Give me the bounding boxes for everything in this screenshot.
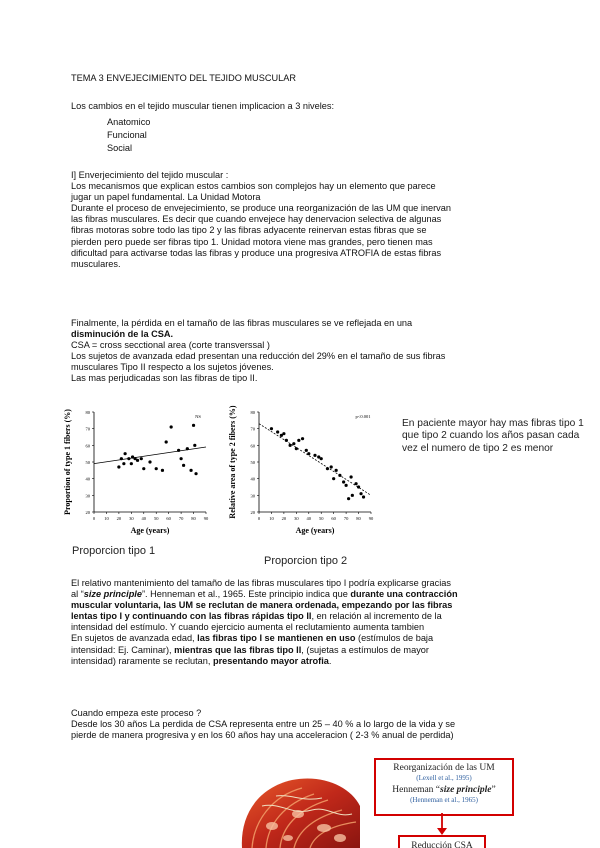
data-point — [161, 469, 164, 472]
data-point — [292, 442, 295, 445]
x-tick-label: 60 — [331, 516, 336, 521]
data-point — [194, 472, 197, 475]
section-3-line: El relativo mantenimiento del tamaño de las fibras musculares tipo I podría explicarse gracias — [71, 578, 451, 588]
data-point — [117, 465, 120, 468]
data-point — [276, 430, 279, 433]
y-axis-label: Relative area of type 2 fibers (%) — [228, 405, 237, 519]
x-tick-label: 50 — [153, 516, 159, 521]
data-point — [282, 432, 285, 435]
section-1-line: I] Enverjecimiento del tejido muscular : — [71, 170, 229, 180]
data-point — [270, 427, 273, 430]
level-item: Social — [107, 143, 133, 153]
section-4-line: Cuando empeza este proceso ? — [71, 708, 202, 718]
data-point — [177, 449, 180, 452]
data-point — [326, 467, 329, 470]
flowchart-citation: (Lexell et al., 1995) — [416, 774, 472, 782]
data-point — [127, 457, 130, 460]
x-tick-label: 90 — [368, 516, 374, 521]
section-4-line: Desde los 30 años La perdida de CSA representa entre un 25 – 40 % a lo largo de la vida y se — [71, 719, 456, 730]
x-tick-label: 90 — [203, 516, 209, 521]
trend-line — [259, 424, 371, 496]
data-point — [120, 457, 123, 460]
data-point — [313, 454, 316, 457]
data-point — [148, 460, 151, 463]
data-point — [182, 464, 185, 467]
data-point — [335, 469, 338, 472]
y-tick-label: 80 — [250, 410, 255, 415]
data-point — [330, 465, 333, 468]
significance-annotation: p<0.001 — [355, 414, 371, 419]
x-axis-label: Age (years) — [295, 526, 335, 535]
y-tick-label: 50 — [250, 460, 255, 465]
data-point — [170, 425, 173, 428]
y-tick-label: 30 — [250, 493, 255, 499]
section-2-line: Finalmente, la pérdida en el tamaño de las fibras musculares se ve reflejada en una — [71, 318, 413, 328]
data-point — [305, 449, 308, 452]
data-point — [342, 480, 345, 483]
data-point — [285, 439, 288, 442]
section-3-line: al “size principle”. Henneman et al., 1965. Este principio indica que durante una contracción — [71, 589, 458, 600]
significance-annotation: NS — [195, 414, 201, 419]
data-point — [193, 444, 196, 447]
x-axis-label: Age (years) — [130, 526, 170, 535]
data-point — [359, 492, 362, 495]
data-point — [349, 475, 352, 478]
data-point — [351, 494, 354, 497]
section-3-line: En sujetos de avanzada edad, las fibras tipo I se mantienen en uso (estímulos de baja — [71, 633, 434, 644]
flowchart-citation: (Henneman et al., 1965) — [410, 796, 478, 804]
x-tick-label: 80 — [191, 516, 196, 521]
level-item: Anatomico — [107, 117, 151, 127]
y-tick-label: 80 — [85, 410, 90, 415]
section-3 — [71, 578, 551, 667]
x-tick-label: 40 — [141, 516, 147, 521]
section-1-line: dificultad para activarse todas las fibras y produce una progresiva ATROFIA de estas fibras — [71, 247, 442, 258]
y-tick-label: 70 — [85, 426, 90, 432]
data-point — [136, 459, 139, 462]
section-3-line: muscular voluntaria, las UM se reclutan de manera ordenada, empezando por las fibras — [71, 600, 453, 611]
data-point — [362, 495, 365, 498]
section-2-line: CSA = cross secctional area (corte transverssal ) — [71, 340, 270, 351]
section-1-line: Los mecanismos que explican estos cambios son complejos hay un elemento que parece — [71, 181, 436, 192]
data-point — [192, 424, 195, 427]
data-point — [297, 439, 300, 442]
section-1-line: fibras motoras sobre todo las tipo 2 y las fibras adyacente reinervan estas fibras que se — [71, 225, 427, 236]
flowchart-box-reorganization: Reorganización de las UM (Lexell et al., 1995) Henneman “size principle” (Henneman et al., 1965) — [374, 758, 514, 816]
section-2-line: musculares Tipo II respecto a los sujetos jóvenes. — [71, 362, 274, 373]
data-point — [357, 485, 360, 488]
data-point — [338, 474, 341, 477]
section-2-line: Las mas perjudicadas son las fibras de tipo II. — [71, 373, 258, 384]
x-tick-label: 30 — [129, 516, 134, 521]
section-1-line: musculares. — [71, 258, 121, 269]
data-point — [189, 469, 192, 472]
data-point — [155, 467, 158, 470]
x-tick-label: 30 — [294, 516, 299, 521]
y-tick-label: 60 — [85, 443, 90, 449]
y-tick-label: 40 — [250, 476, 255, 482]
y-tick-label: 20 — [85, 510, 90, 515]
section-1-line: las fibras musculares. Es decir que cuando envejece hay denervacion selectiva de algunas — [71, 214, 442, 225]
y-tick-label: 30 — [85, 493, 90, 499]
data-point — [186, 447, 189, 450]
side-note: En paciente mayor hay mas fibras tipo 1 que tipo 2 cuando los años pasan cada vez el numero de tipo 2 es menor — [402, 418, 584, 454]
x-tick-label: 20 — [281, 516, 287, 521]
data-point — [140, 457, 143, 460]
section-3-line: intensidad) raramente se reclutan, presentando mayor atrofia. — [71, 655, 332, 666]
x-tick-label: 50 — [318, 516, 324, 521]
data-point — [142, 467, 145, 470]
data-point — [354, 482, 357, 485]
page-title: TEMA 3 ENVEJECIMIENTO DEL TEJIDO MUSCULAR — [71, 73, 296, 83]
data-point — [307, 452, 310, 455]
section-4-line: pierde de manera progresiva y en los 60 años hay una acceleracion ( 2-3 % anual de perdida) — [71, 730, 454, 741]
csa-bold-text: disminución de la CSA. — [71, 329, 174, 340]
y-tick-label: 50 — [85, 460, 90, 465]
type1-fiber-scatter-chart — [60, 400, 220, 548]
flowchart-arrow-icon — [432, 813, 452, 837]
chart1-caption: Proporcion tipo 1 — [72, 545, 156, 557]
x-tick-label: 20 — [116, 516, 122, 521]
section-2-line — [71, 329, 541, 340]
data-point — [332, 477, 335, 480]
level-item: Funcional — [107, 130, 147, 140]
section-2 — [71, 318, 541, 385]
y-tick-label: 70 — [250, 426, 255, 432]
x-tick-label: 60 — [166, 516, 171, 521]
section-1-line: Durante el proceso de envejecimiento, se produce una reorganización de las UM que inervan — [71, 203, 451, 214]
y-tick-label: 60 — [250, 443, 255, 449]
x-tick-label: 70 — [178, 516, 184, 521]
data-point — [295, 447, 298, 450]
x-tick-label: 10 — [104, 516, 109, 521]
data-point — [345, 484, 348, 487]
flowchart-text: Reorganización de las UM — [393, 763, 495, 773]
x-tick-label: 0 — [92, 516, 96, 521]
section-3-line: intensidad: Ej. Caminar), mientras que las fibras tipo II, (sujetas a estímulos de mayor — [71, 644, 429, 655]
section-1-line: jugar un papel fundamental. La Unidad Motora — [71, 192, 261, 203]
type2-fiber-scatter-chart — [225, 400, 385, 548]
intro-line: Los cambios en el tejido muscular tienen implicacion a 3 niveles: — [71, 101, 335, 111]
section-1 — [71, 170, 541, 270]
section-1-line: pierden pero puede ser fibras tipo 1. Unidad motora viene mas grandes, pero tienen mas — [71, 236, 433, 247]
data-point — [347, 497, 350, 500]
data-point — [320, 457, 323, 460]
section-4 — [71, 708, 551, 741]
section-3-line: lentas tipo I y continuando con las fibras rápidas tipo II, en relación al incremento de la — [71, 611, 442, 622]
y-tick-label: 40 — [85, 476, 90, 482]
section-3-line: intensidad del estímulo. Y cuando ejercicio aumenta el reclutamiento aumenta tambien — [71, 622, 425, 633]
data-point — [130, 462, 133, 465]
x-tick-label: 80 — [356, 516, 361, 521]
data-point — [165, 440, 168, 443]
data-point — [180, 457, 183, 460]
muscle-fibers-illustration — [232, 766, 362, 848]
data-point — [122, 462, 125, 465]
y-axis-label: Proportion of type 1 fibers (%) — [63, 409, 72, 515]
x-tick-label: 0 — [257, 516, 261, 521]
x-tick-label: 70 — [343, 516, 349, 521]
y-tick-label: 20 — [250, 510, 255, 515]
x-tick-label: 10 — [269, 516, 274, 521]
section-2-line: Los sujetos de avanzada edad presentan una reducción del 29% en el tamaño de sus fibras — [71, 351, 446, 362]
data-point — [301, 437, 304, 440]
x-tick-label: 40 — [306, 516, 312, 521]
chart2-caption: Proporcion tipo 2 — [264, 555, 348, 567]
data-point — [124, 452, 127, 455]
flowchart-box-csa: Reducción CSA — [398, 835, 486, 848]
data-point — [289, 444, 292, 447]
